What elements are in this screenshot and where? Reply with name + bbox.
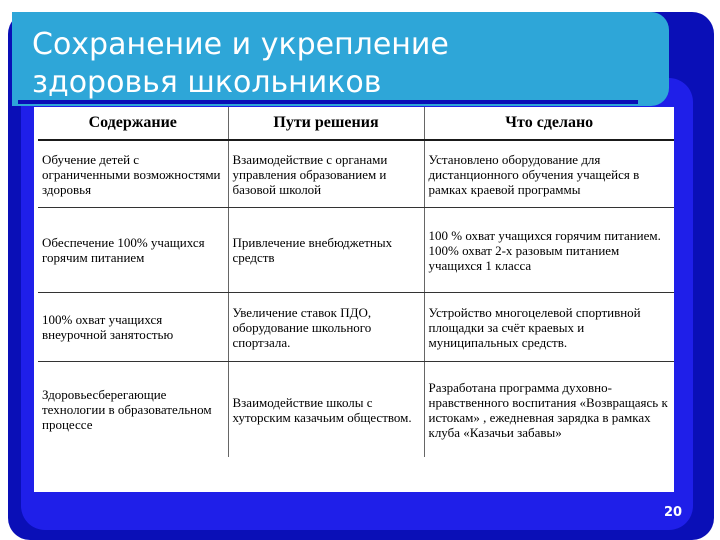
page-number: 20	[664, 505, 683, 520]
header-content: Содержание	[38, 107, 228, 140]
cell-solution: Увеличение ставок ПДО, оборудование школьного спортзала.	[228, 293, 424, 362]
cell-done: Устройство многоцелевой спортивной площадки за счёт краевых и муниципальных средств.	[424, 293, 674, 362]
table-row	[38, 140, 674, 208]
cell-solution: Взаимодействие школы с хуторским казачьим обществом.	[228, 362, 424, 458]
title-bar	[12, 12, 669, 106]
cell-content: Здоровьесберегающие технологии в образовательном процессе	[42, 387, 212, 432]
table-header-row	[38, 107, 674, 140]
health-table	[38, 107, 674, 457]
cell-done: Установлено оборудование для дистанционного обучения учащейся в рамках краевой программы	[424, 140, 674, 208]
cell-content: Обучение детей с ограниченными возможностями здоровья	[38, 140, 228, 208]
cell-content: Обеспечение 100% учащихся горячим питанием	[38, 208, 228, 293]
cell-content: 100% охват учащихся внеурочной занятостью	[38, 293, 228, 362]
cell-done: 100 % охват учащихся горячим питанием. 100% охват 2-х разовым питанием учащихся 1 класса	[424, 208, 674, 293]
title-underline	[18, 100, 638, 104]
header-solutions: Пути решения	[228, 107, 424, 140]
cell-done: Разработана программа духовно-нравственного воспитания «Возвращаясь к истокам» , ежедневная зарядка в рамках клуба «Казачьи забавы»	[428, 379, 668, 440]
title-line-2: здоровья школьников	[32, 65, 382, 100]
slide-title	[32, 26, 449, 102]
title-line-1: Сохранение и укрепление	[32, 27, 449, 62]
table-row	[38, 208, 674, 293]
table-row	[38, 362, 674, 458]
table-row	[38, 293, 674, 362]
cell-solution: Взаимодействие с органами управления образованием и базовой школой	[228, 140, 424, 208]
cell-solution: Привлечение внебюджетных средств	[228, 208, 424, 293]
header-done: Что сделано	[424, 107, 674, 140]
